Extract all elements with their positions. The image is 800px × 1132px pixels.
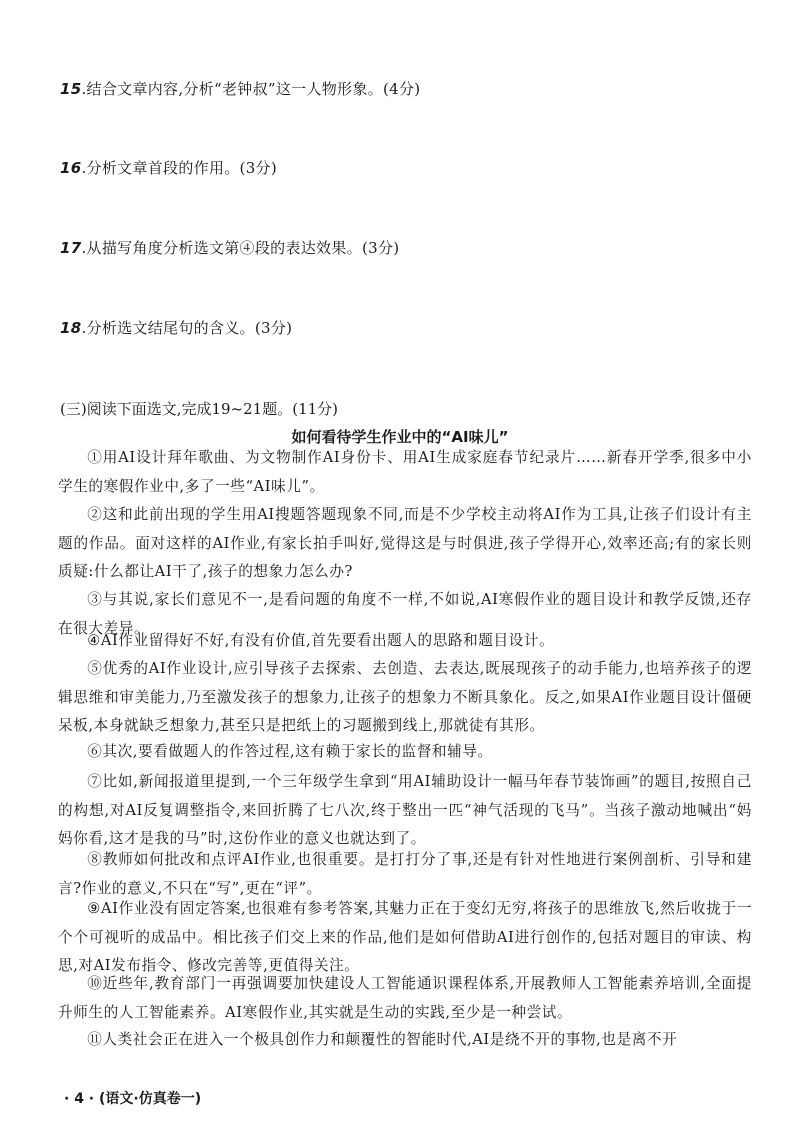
paragraph-1: ①用AI设计拜年歌曲、为文物制作AI身份卡、用AI生成家庭春节纪录片……新春开学季,很多中小学生的寒假作业中,多了一些“AI味儿”。 (58, 449, 752, 495)
paragraph-7: ⑦比如,新闻报道里提到,一个三年级学生拿到“用AI辅助设计一幅马年春节装饰画”的题目,按照自己的构想,对AI反复调整指令,来回折腾了七八次,终于整出一匹“神气活现的飞马”。当孩子激动地喊出“妈妈你看,这才是我的马”时,这份作业的意义也就达到了。 (58, 773, 752, 847)
paragraph-11: ⑪人类社会正在进入一个极具创作力和颠覆性的智能时代,AI是绕不开的事物,也是离不开 (87, 1031, 678, 1048)
question-text: .结合文章内容,分析“老钟叔”这一人物形象。(4分) (81, 80, 421, 98)
paragraph-10: ⑩近些年,教育部门一再强调要加快建设人工智能通识课程体系,开展教师人工智能素养培训,全面提升师生的人工智能素养。AI寒假作业,其实就是生动的实践,至少是一种尝试。 (58, 975, 752, 1021)
paragraph-4: ④AI作业留得好不好,有没有价值,首先要看出题人的思路和题目设计。 (87, 632, 555, 649)
question-number: 17 (60, 239, 82, 257)
paragraph-6: ⑥其次,要看做题人的作答过程,这有赖于家长的监督和辅导。 (87, 743, 493, 760)
paragraph-2: ②这和此前出现的学生用AI搜题答题现象不同,而是不少学校主动将AI作为工具,让孩子们设计有主题的作品。面对这样的AI作业,有家长拍手叫好,觉得这是与时俱进,孩子学得开心,效率还高;有的家长则质疑:什么都让AI干了,孩子的想象力怎么办? (58, 506, 752, 580)
section-heading: (三)阅读下面选文,完成19~21题。(11分) (60, 400, 339, 418)
question-17 (60, 237, 399, 258)
question-text: .分析文章首段的作用。(3分) (81, 159, 278, 177)
page-footer: · 4 · (语文·仿真卷一) (64, 1091, 202, 1107)
article-title: 如何看待学生作业中的“AI味儿” (291, 428, 509, 446)
question-text: .从描写角度分析选文第④段的表达效果。(3分) (81, 239, 400, 257)
question-number: 18 (60, 319, 82, 337)
question-number: 15 (60, 80, 82, 98)
paragraph-5: ⑤优秀的AI作业设计,应引导孩子去探索、去创造、去表达,既展现孩子的动手能力,也培养孩子的逻辑思维和审美能力,乃至激发孩子的想象力,让孩子的想象力不断具象化。反之,如果AI作业题目设计僵硬呆板,本身就缺乏想象力,甚至只是把纸上的习题搬到线上,那就徒有其形。 (58, 660, 752, 734)
question-16 (60, 157, 277, 178)
paragraph-8: ⑧教师如何批改和点评AI作业,也很重要。是打打分了事,还是有针对性地进行案例剖析、引导和建言?作业的意义,不只在“写”,更在“评”。 (58, 851, 752, 897)
question-15 (60, 78, 420, 99)
question-number: 16 (60, 159, 82, 177)
paragraph-9: ⑨AI作业没有固定答案,也很难有参考答案,其魅力正在于变幻无穷,将孩子的思维放飞,然后收拢于一个个可视听的成品中。相比孩子们交上来的作品,他们是如何借助AI进行创作的,包括对题目的审读、构思,对AI发布指令、修改完善等,更值得关注。 (58, 900, 752, 974)
question-18 (60, 317, 292, 338)
paragraph-3: ③与其说,家长们意见不一,是看问题的角度不一样,不如说,AI寒假作业的题目设计和教学反馈,还存在很大差异。 (58, 591, 752, 637)
question-text: .分析选文结尾句的含义。(3分) (81, 319, 293, 337)
